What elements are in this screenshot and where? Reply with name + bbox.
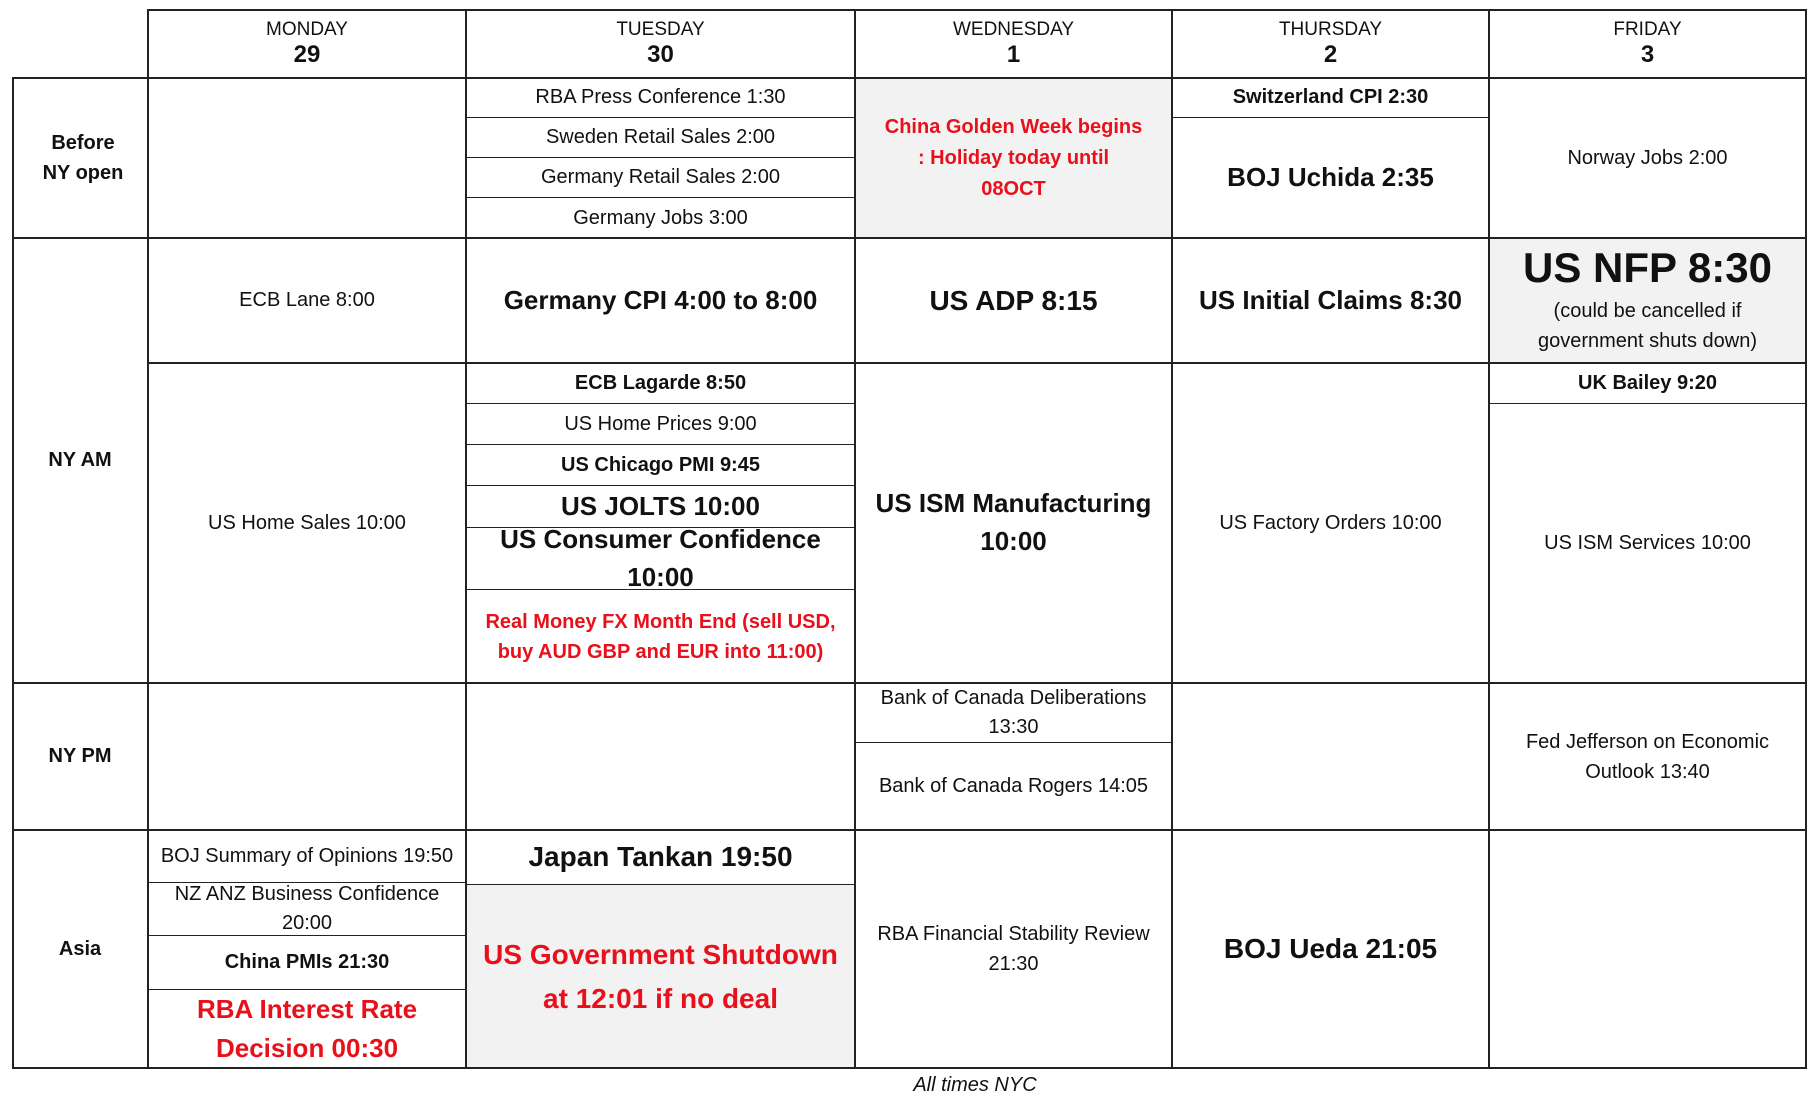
event-item: US Initial Claims 8:30 bbox=[1199, 285, 1462, 315]
row-label-asia: Asia bbox=[58, 937, 102, 960]
event-item: BOJ Summary of Opinions 19:50 bbox=[148, 830, 466, 883]
china-golden-week-note: China Golden Week begins : Holiday today until 08OCT bbox=[855, 78, 1172, 238]
grid-line bbox=[465, 9, 467, 1069]
asia-monday-events bbox=[148, 830, 466, 1068]
event-item: BOJ Uchida 2:35 bbox=[1227, 162, 1434, 193]
grid-line bbox=[12, 829, 1806, 831]
grid-line bbox=[1488, 9, 1490, 1069]
event-item: Bank of Canada Rogers 14:05 bbox=[878, 775, 1149, 797]
day-number: 29 bbox=[293, 41, 321, 68]
day-header-monday bbox=[148, 10, 466, 78]
grid-line bbox=[147, 9, 149, 1069]
nyam-tuesday-events bbox=[466, 363, 855, 683]
event-item: Germany Jobs 3:00 bbox=[573, 206, 748, 229]
grid-line bbox=[1805, 9, 1807, 1069]
grid-line bbox=[854, 9, 856, 1069]
nyam-friday-events bbox=[1489, 363, 1806, 683]
day-number: 2 bbox=[1323, 41, 1338, 68]
event-item: ECB Lagarde 8:50 bbox=[466, 363, 855, 404]
event-item: US Home Sales 10:00 bbox=[208, 511, 406, 534]
grid-line bbox=[12, 1067, 1806, 1069]
day-name: TUESDAY bbox=[616, 19, 705, 40]
shutdown-note: US Government Shutdown at 12:01 if no deal bbox=[466, 885, 855, 1068]
before-tuesday-events bbox=[466, 78, 855, 238]
event-item: Germany CPI 4:00 to 8:00 bbox=[503, 285, 818, 315]
day-name: THURSDAY bbox=[1278, 19, 1383, 40]
day-number: 3 bbox=[1640, 41, 1655, 68]
event-item: UK Bailey 9:20 bbox=[1489, 363, 1806, 404]
day-header-wednesday bbox=[855, 10, 1172, 78]
month-end-note: Real Money FX Month End (sell USD, buy AUD GBP and EUR into 11:00) bbox=[485, 610, 836, 663]
event-item: Switzerland CPI 2:30 bbox=[1172, 78, 1489, 118]
day-header-friday bbox=[1489, 10, 1806, 78]
event-item: US Consumer Confidence 10:00 bbox=[466, 528, 855, 590]
event-item: Germany Retail Sales 2:00 bbox=[466, 158, 855, 198]
event-item: RBA Press Conference 1:30 bbox=[466, 78, 855, 118]
event-item: Bank of Canada Deliberations 13:30 bbox=[855, 683, 1172, 743]
nypm-wednesday-events bbox=[855, 683, 1172, 830]
event-note: (could be cancelled if government shuts down) bbox=[1537, 299, 1757, 352]
grid-line bbox=[12, 682, 1806, 684]
before-thursday-events bbox=[1172, 78, 1489, 238]
event-item: NZ ANZ Business Confidence 20:00 bbox=[148, 883, 466, 936]
event-item: US Chicago PMI 9:45 bbox=[466, 445, 855, 486]
event-item: Sweden Retail Sales 2:00 bbox=[466, 118, 855, 158]
event-item: RBA Financial Stability Review 21:30 bbox=[877, 923, 1150, 975]
us-nfp-highlight bbox=[1489, 238, 1806, 363]
event-item: US ADP 8:15 bbox=[929, 284, 1098, 316]
grid-line bbox=[1171, 9, 1173, 1069]
day-name: WEDNESDAY bbox=[952, 19, 1075, 40]
row-label-before-ny-open: Before NY open bbox=[42, 132, 124, 184]
event-item: US ISM Manufacturing 10:00 bbox=[875, 488, 1152, 556]
grid-line bbox=[148, 9, 1806, 11]
row-label-ny-pm: NY PM bbox=[48, 745, 112, 767]
event-item: US Home Prices 9:00 bbox=[466, 404, 855, 445]
day-name: MONDAY bbox=[266, 19, 348, 40]
event-item: US ISM Services 10:00 bbox=[1544, 532, 1751, 554]
day-name: FRIDAY bbox=[1613, 19, 1682, 40]
day-header-tuesday bbox=[466, 10, 855, 78]
grid-line bbox=[12, 237, 148, 239]
footer-note: All times NYC bbox=[913, 1073, 1037, 1096]
grid-line bbox=[12, 77, 14, 1069]
day-number: 30 bbox=[647, 41, 674, 68]
event-item: China PMIs 21:30 bbox=[148, 936, 466, 990]
day-header-thursday bbox=[1172, 10, 1489, 78]
event-title: US NFP 8:30 bbox=[1523, 244, 1772, 292]
grid-line bbox=[148, 237, 1806, 239]
grid-line bbox=[148, 362, 1806, 364]
event-item: Norway Jobs 2:00 bbox=[1567, 146, 1728, 169]
asia-tuesday-events bbox=[466, 830, 855, 1068]
event-item: US Factory Orders 10:00 bbox=[1219, 511, 1442, 534]
row-label-ny-am: NY AM bbox=[48, 449, 112, 471]
event-item: ECB Lane 8:00 bbox=[239, 289, 375, 311]
day-number: 1 bbox=[1006, 41, 1021, 68]
rba-rate-decision-note: RBA Interest Rate Decision 00:30 bbox=[196, 994, 418, 1063]
grid-line bbox=[12, 77, 1806, 79]
event-item: Japan Tankan 19:50 bbox=[466, 830, 855, 885]
event-item: US JOLTS 10:00 bbox=[466, 486, 855, 528]
event-item: Fed Jefferson on Economic Outlook 13:40 bbox=[1525, 730, 1770, 783]
event-item: BOJ Ueda 21:05 bbox=[1223, 933, 1438, 964]
